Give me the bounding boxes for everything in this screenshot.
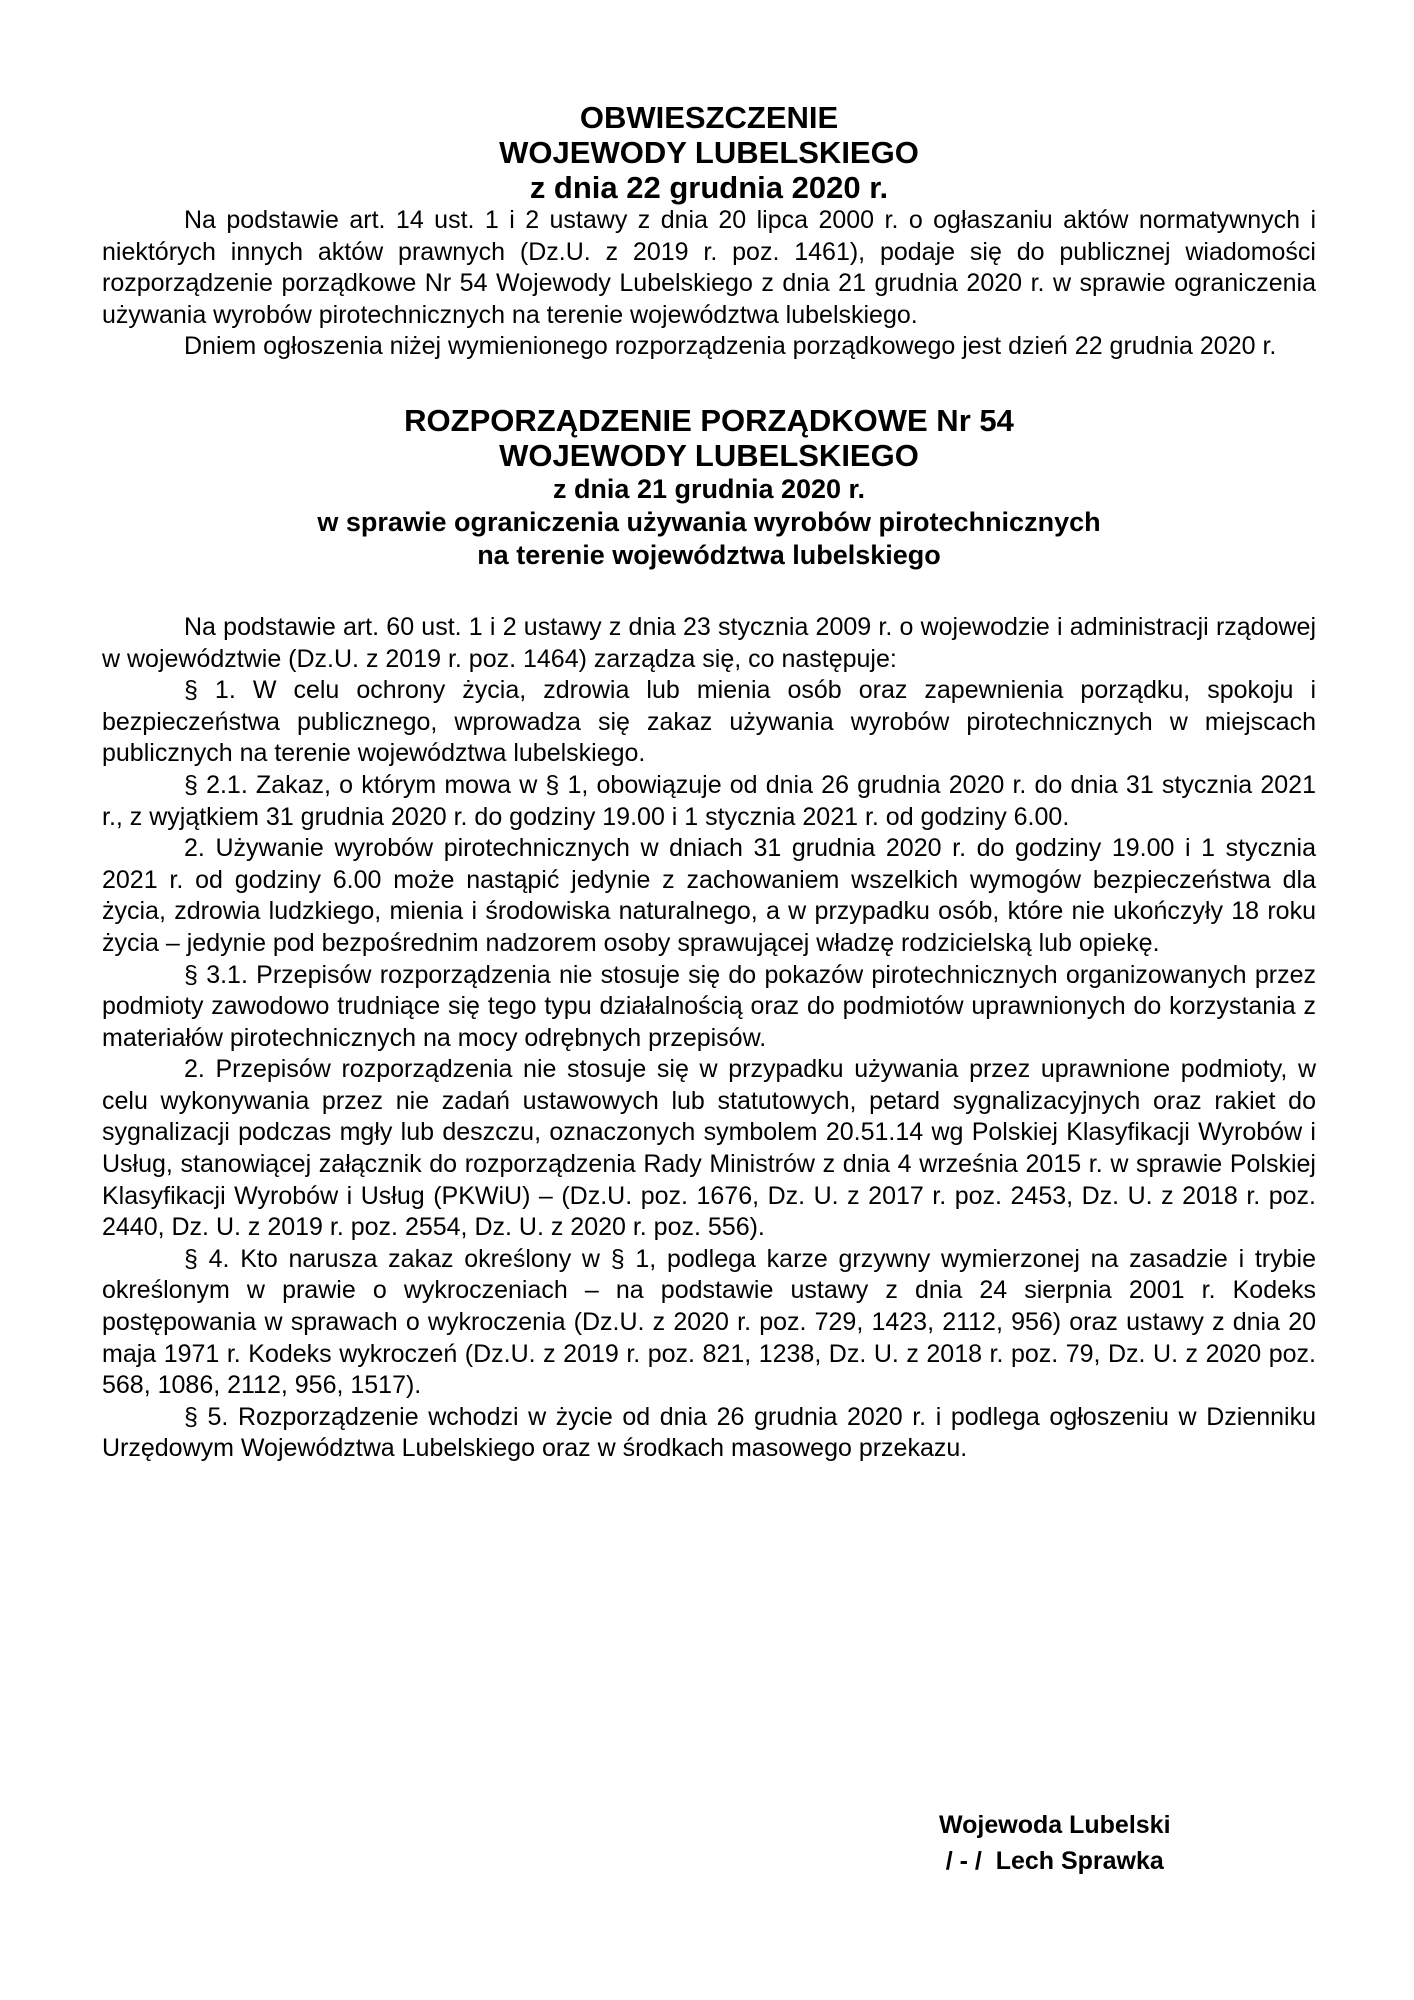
notice-issuer: WOJEWODY LUBELSKIEGO	[499, 135, 919, 170]
regulation-issuer: WOJEWODY LUBELSKIEGO	[499, 437, 919, 473]
notice-paragraph-2: Dniem ogłoszenia niżej wymienionego rozporządzenia porządkowego jest dzień 22 grudnia 2020 r.	[184, 332, 1277, 361]
regulation-title: ROZPORZĄDZENIE PORZĄDKOWE Nr 54	[404, 402, 1014, 438]
document-page	[102, 100, 1316, 1465]
regulation-subject-line-2: na terenie województwa lubelskiego	[477, 539, 941, 570]
regulation-header	[102, 403, 1316, 572]
regulation-subject-line-1: w sprawie ograniczenia używania wyrobów pirotechnicznych	[317, 506, 1101, 537]
paragraph-2-section-1: § 2.1. Zakaz, o którym mowa w § 1, obowiązuje od dnia 26 grudnia 2020 r. do dnia 31 stycznia 2021 r., z wyjątkiem 31 grudnia 2020 r. do godziny 19.00 i 1 stycznia 2021 r. od godziny 6.00.	[102, 770, 1316, 831]
paragraph-5: § 5. Rozporządzenie wchodzi w życie od dnia 26 grudnia 2020 r. i podlega ogłoszeniu w Dzienniku Urzędowym Województwa Lubelskiego oraz w środkach masowego przekazu.	[102, 1402, 1316, 1463]
signature-office: Wojewoda Lubelski	[939, 1811, 1171, 1839]
notice-title: OBWIESZCZENIE	[579, 100, 839, 135]
notice-header	[102, 100, 1316, 205]
signature-name: / - / Lech Sprawka	[945, 1847, 1164, 1875]
paragraph-4: § 4. Kto narusza zakaz określony w § 1, podlega karze grzywny wymierzonej na zasadzie i trybie określonym w prawie o wykroczeniach – na podstawie ustawy z dnia 24 sierpnia 2001 r. Kodeks postępowania w sprawach o wykroczenia (Dz.U. z 2020 r. poz. 729, 1423, 2112, 956) oraz ustawy z dnia 20 maja 1971 r. Kodeks wykroczeń (Dz.U. z 2019 r. poz. 821, 1238, Dz. U. z 2018 r. poz. 79, Dz. U. z 2020 poz. 568, 1086, 2112, 956, 1517).	[102, 1244, 1316, 1400]
notice-paragraph-1: Na podstawie art. 14 ust. 1 i 2 ustawy z dnia 20 lipca 2000 r. o ogłaszaniu aktów normatywnych i niektórych innych aktów prawnych (Dz.U. z 2019 r. poz. 1461), podaje się do publicznej wiadomości rozporządzenie porządkowe Nr 54 Wojewody Lubelskiego z dnia 21 grudnia 2020 r. w sprawie ograniczenia używania wyrobów pirotechnicznych na terenie województwa lubelskiego.	[102, 206, 1316, 329]
notice-date: z dnia 22 grudnia 2020 r.	[529, 170, 889, 205]
regulation-date: z dnia 21 grudnia 2020 r.	[552, 473, 866, 504]
signature-block	[939, 1807, 1171, 1879]
paragraph-2-section-2: 2. Używanie wyrobów pirotechnicznych w dniach 31 grudnia 2020 r. do godziny 19.00 i 1 stycznia 2021 r. od godziny 6.00 może nastąpić jedynie z zachowaniem wszelkich wymogów bezpieczeństwa dla życia, zdrowia ludzkiego, mienia i środowiska naturalnego, a w przypadku osób, które nie ukończyły 18 roku życia – jedynie pod bezpośrednim nadzorem osoby sprawującej władzę rodzicielską lub opiekę.	[102, 834, 1316, 957]
paragraph-3-section-1: § 3.1. Przepisów rozporządzenia nie stosuje się do pokazów pirotechnicznych organizowanych przez podmioty zawodowo trudniące się tego typu działalnością oraz do podmiotów uprawnionych do korzystania z materiałów pirotechnicznych na mocy odrębnych przepisów.	[102, 960, 1316, 1052]
regulation-intro: Na podstawie art. 60 ust. 1 i 2 ustawy z dnia 23 stycznia 2009 r. o wojewodzie i administracji rządowej w województwie (Dz.U. z 2019 r. poz. 1464) zarządza się, co następuje:	[102, 612, 1316, 673]
paragraph-3-section-2: 2. Przepisów rozporządzenia nie stosuje się w przypadku używania przez uprawnione podmioty, w celu wykonywania przez nie zadań ustawowych lub statutowych, petard sygnalizacyjnych oraz rakiet do sygnalizacji podczas mgły lub deszczu, oznaczonych symbolem 20.51.14 wg Polskiej Klasyfikacji Wyrobów i Usług, stanowiącej załącznik do rozporządzenia Rady Ministrów z dnia 4 września 2015 r. w sprawie Polskiej Klasyfikacji Wyrobów i Usług (PKWiU) – (Dz.U. poz. 1676, Dz. U. z 2017 r. poz. 2453, Dz. U. z 2018 r. poz. 2440, Dz. U. z 2019 r. poz. 2554, Dz. U. z 2020 r. poz. 556).	[102, 1055, 1316, 1242]
paragraph-1: § 1. W celu ochrony życia, zdrowia lub mienia osób oraz zapewnienia porządku, spokoju i bezpieczeństwa publicznego, wprowadza się zakaz używania wyrobów pirotechnicznych w miejscach publicznych na terenie województwa lubelskiego.	[102, 676, 1316, 768]
